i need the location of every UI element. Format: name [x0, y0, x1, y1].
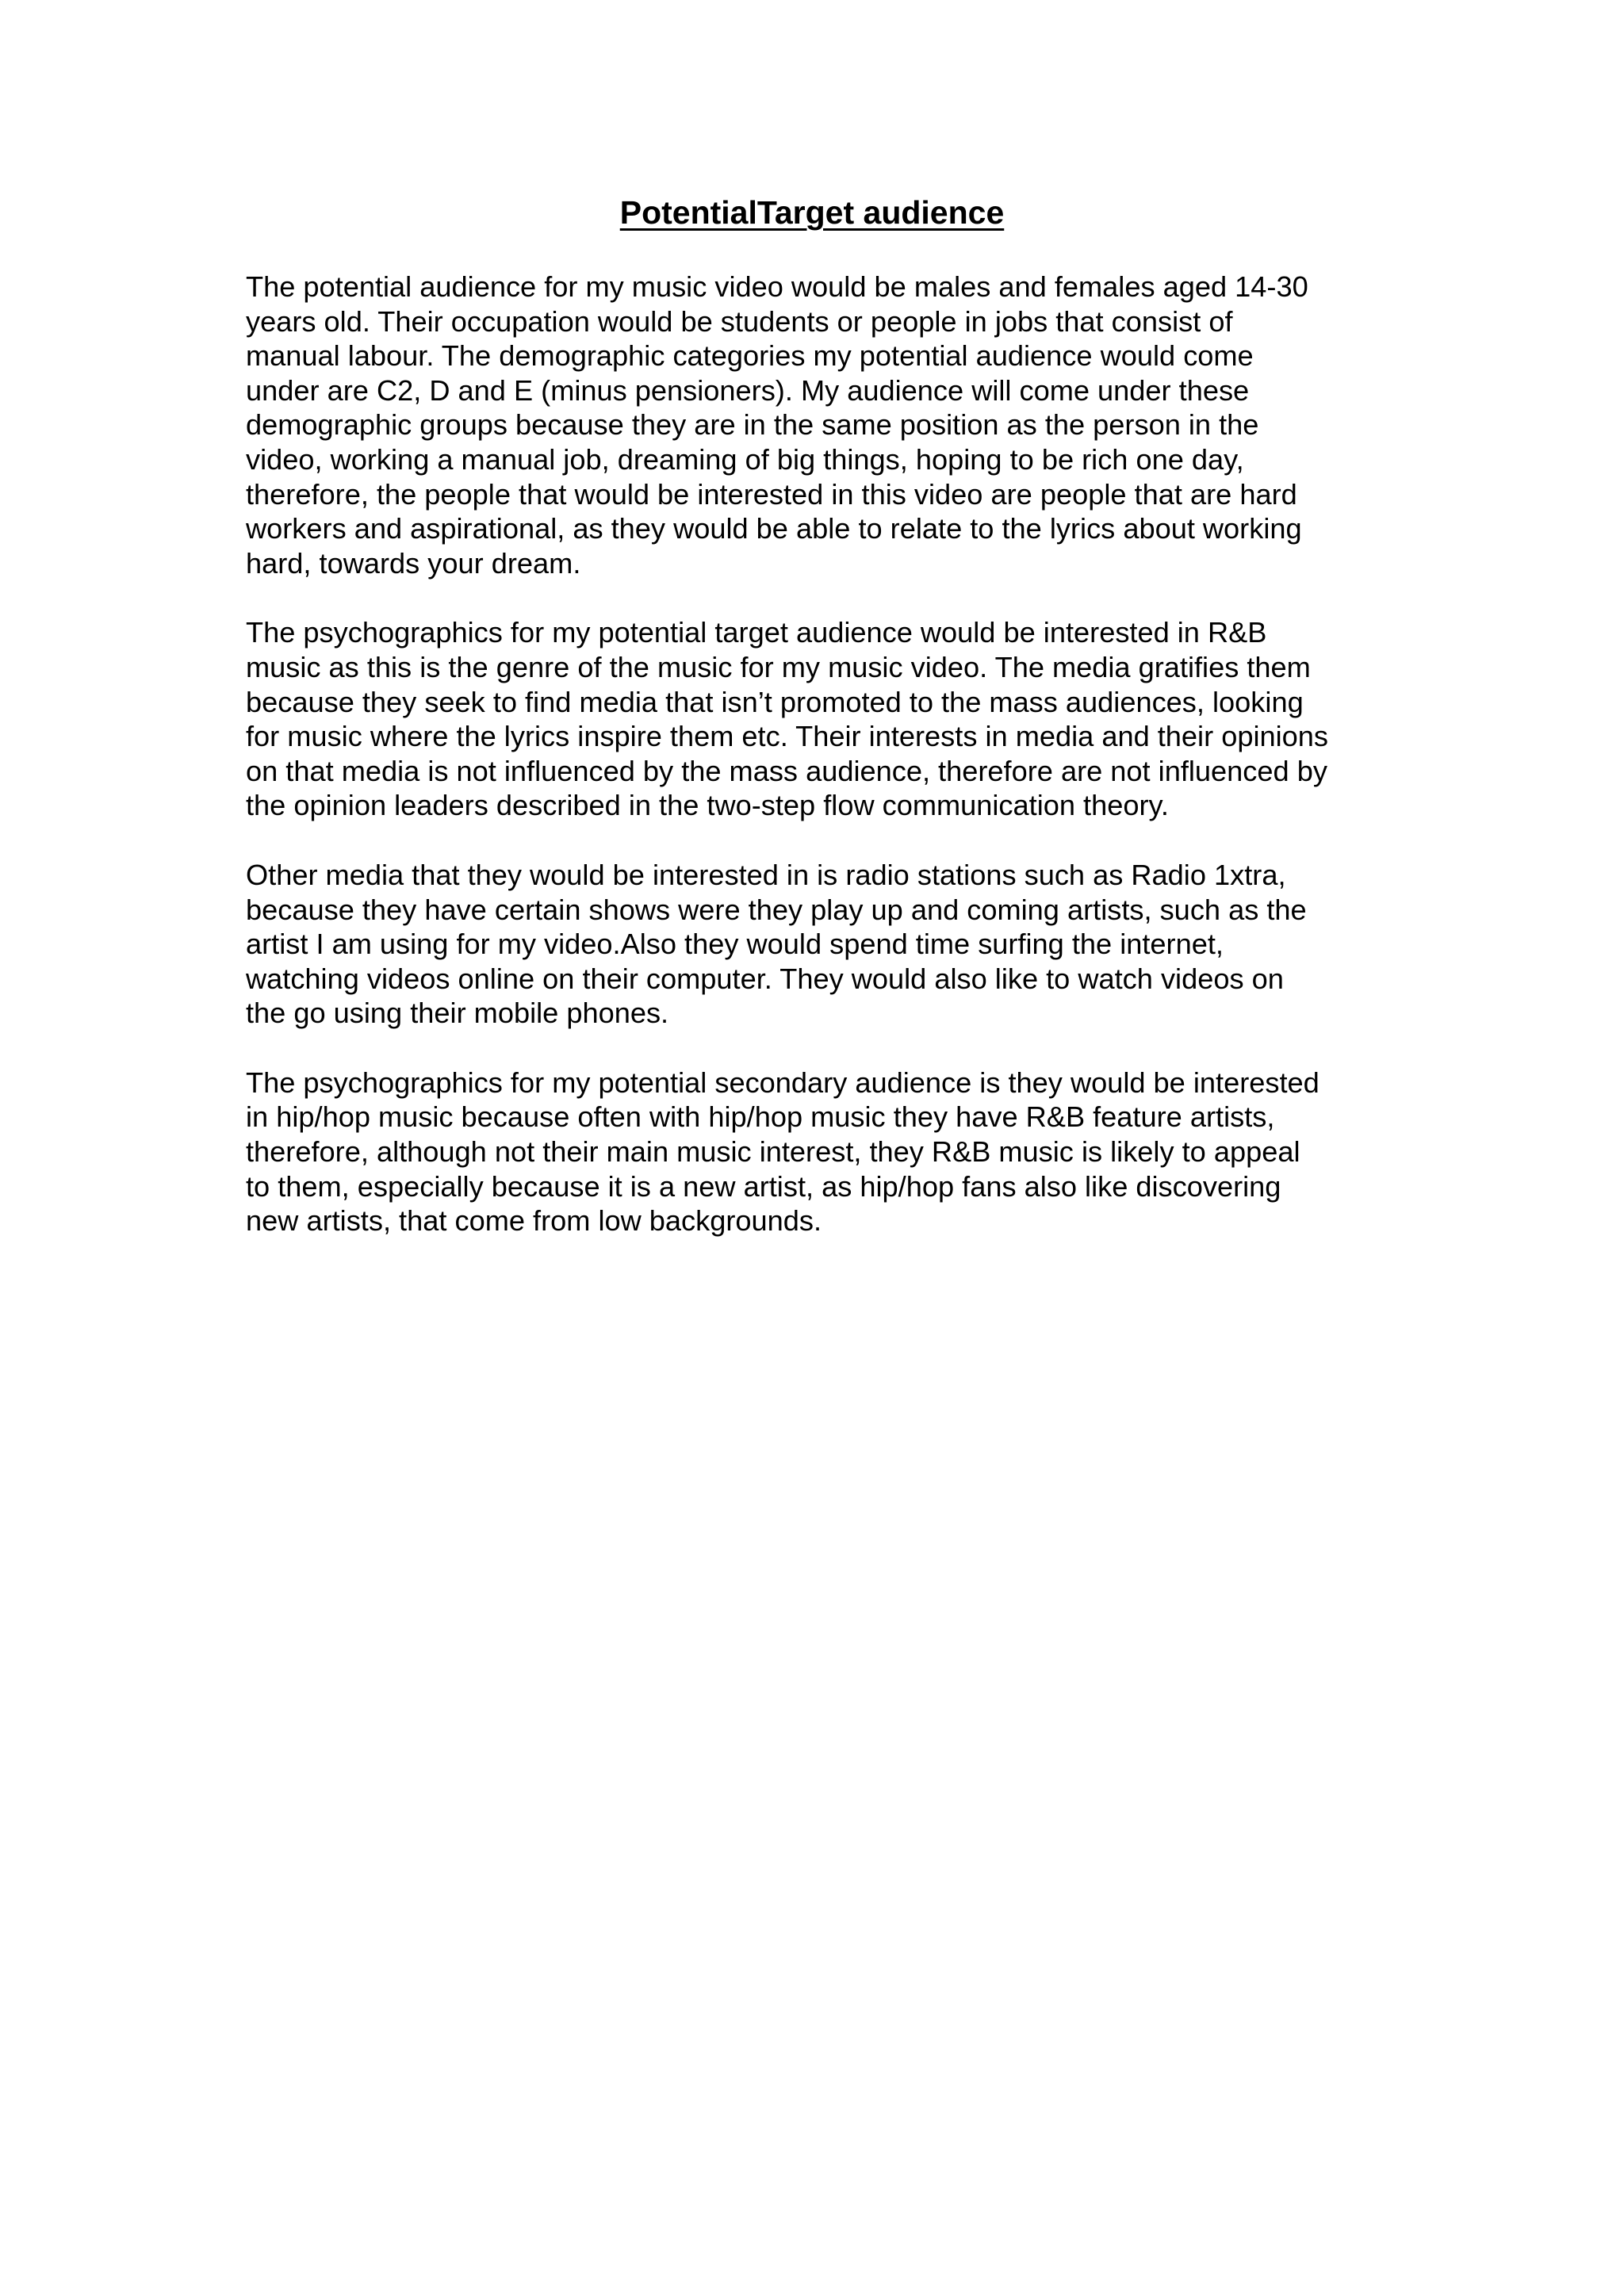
text-line: music as this is the genre of the music for my music video. The media gratifies them [246, 650, 1311, 683]
text-line: Other media that they would be interested in is radio stations such as Radio 1xtra, [246, 858, 1286, 891]
paragraph-psychographics-secondary [246, 1066, 1396, 1238]
text-line: artist I am using for my video.Also they would spend time surfing the internet, [246, 928, 1224, 961]
text-line: watching videos online on their computer. They would also like to watch videos on [246, 962, 1284, 995]
paragraph-psychographics-primary [246, 615, 1396, 823]
document-body [246, 270, 1396, 1273]
text-line: demographic groups because they are in the same position as the person in the [246, 408, 1259, 442]
text-line: under are C2, D and E (minus pensioners). My audience will come under these [246, 373, 1250, 407]
page-title: PotentialTarget audience [619, 194, 1005, 231]
text-line: The psychographics for my potential target audience would be interested in R&B [246, 616, 1267, 649]
text-line: The psychographics for my potential secondary audience is they would be interested [246, 1066, 1320, 1099]
text-line: in hip/hop music because often with hip/hop music they have R&B feature artists, [246, 1100, 1275, 1134]
text-line: hard, towards your dream. [246, 546, 581, 580]
text-line: years old. Their occupation would be students or people in jobs that consist of [246, 304, 1233, 338]
text-line: the go using their mobile phones. [246, 997, 669, 1030]
text-line: for music where the lyrics inspire them etc. Their interests in media and their opinions [246, 720, 1328, 753]
text-line: video, working a manual job, dreaming of big things, hoping to be rich one day, [246, 442, 1244, 476]
text-line: the opinion leaders described in the two-step flow communication theory. [246, 789, 1169, 822]
text-line: new artists, that come from low backgrounds. [246, 1204, 822, 1238]
paragraph-demographics [246, 270, 1396, 580]
text-line: because they have certain shows were they play up and coming artists, such as the [246, 893, 1307, 926]
text-line: because they seek to find media that isn’t promoted to the mass audiences, looking [246, 685, 1304, 718]
text-line: therefore, although not their main music interest, they R&B music is likely to appeal [246, 1135, 1300, 1169]
text-line: workers and aspirational, as they would be able to relate to the lyrics about working [246, 512, 1302, 545]
text-line: manual labour. The demographic categories my potential audience would come [246, 339, 1254, 373]
text-line: on that media is not influenced by the mass audience, therefore are not influenced by [246, 754, 1327, 787]
text-line: therefore, the people that would be interested in this video are people that are hard [246, 477, 1297, 511]
paragraph-other-media [246, 858, 1396, 1031]
text-line: The potential audience for my music video would be males and females aged 14-30 [246, 270, 1308, 303]
text-line: to them, especially because it is a new artist, as hip/hop fans also like discovering [246, 1169, 1281, 1203]
